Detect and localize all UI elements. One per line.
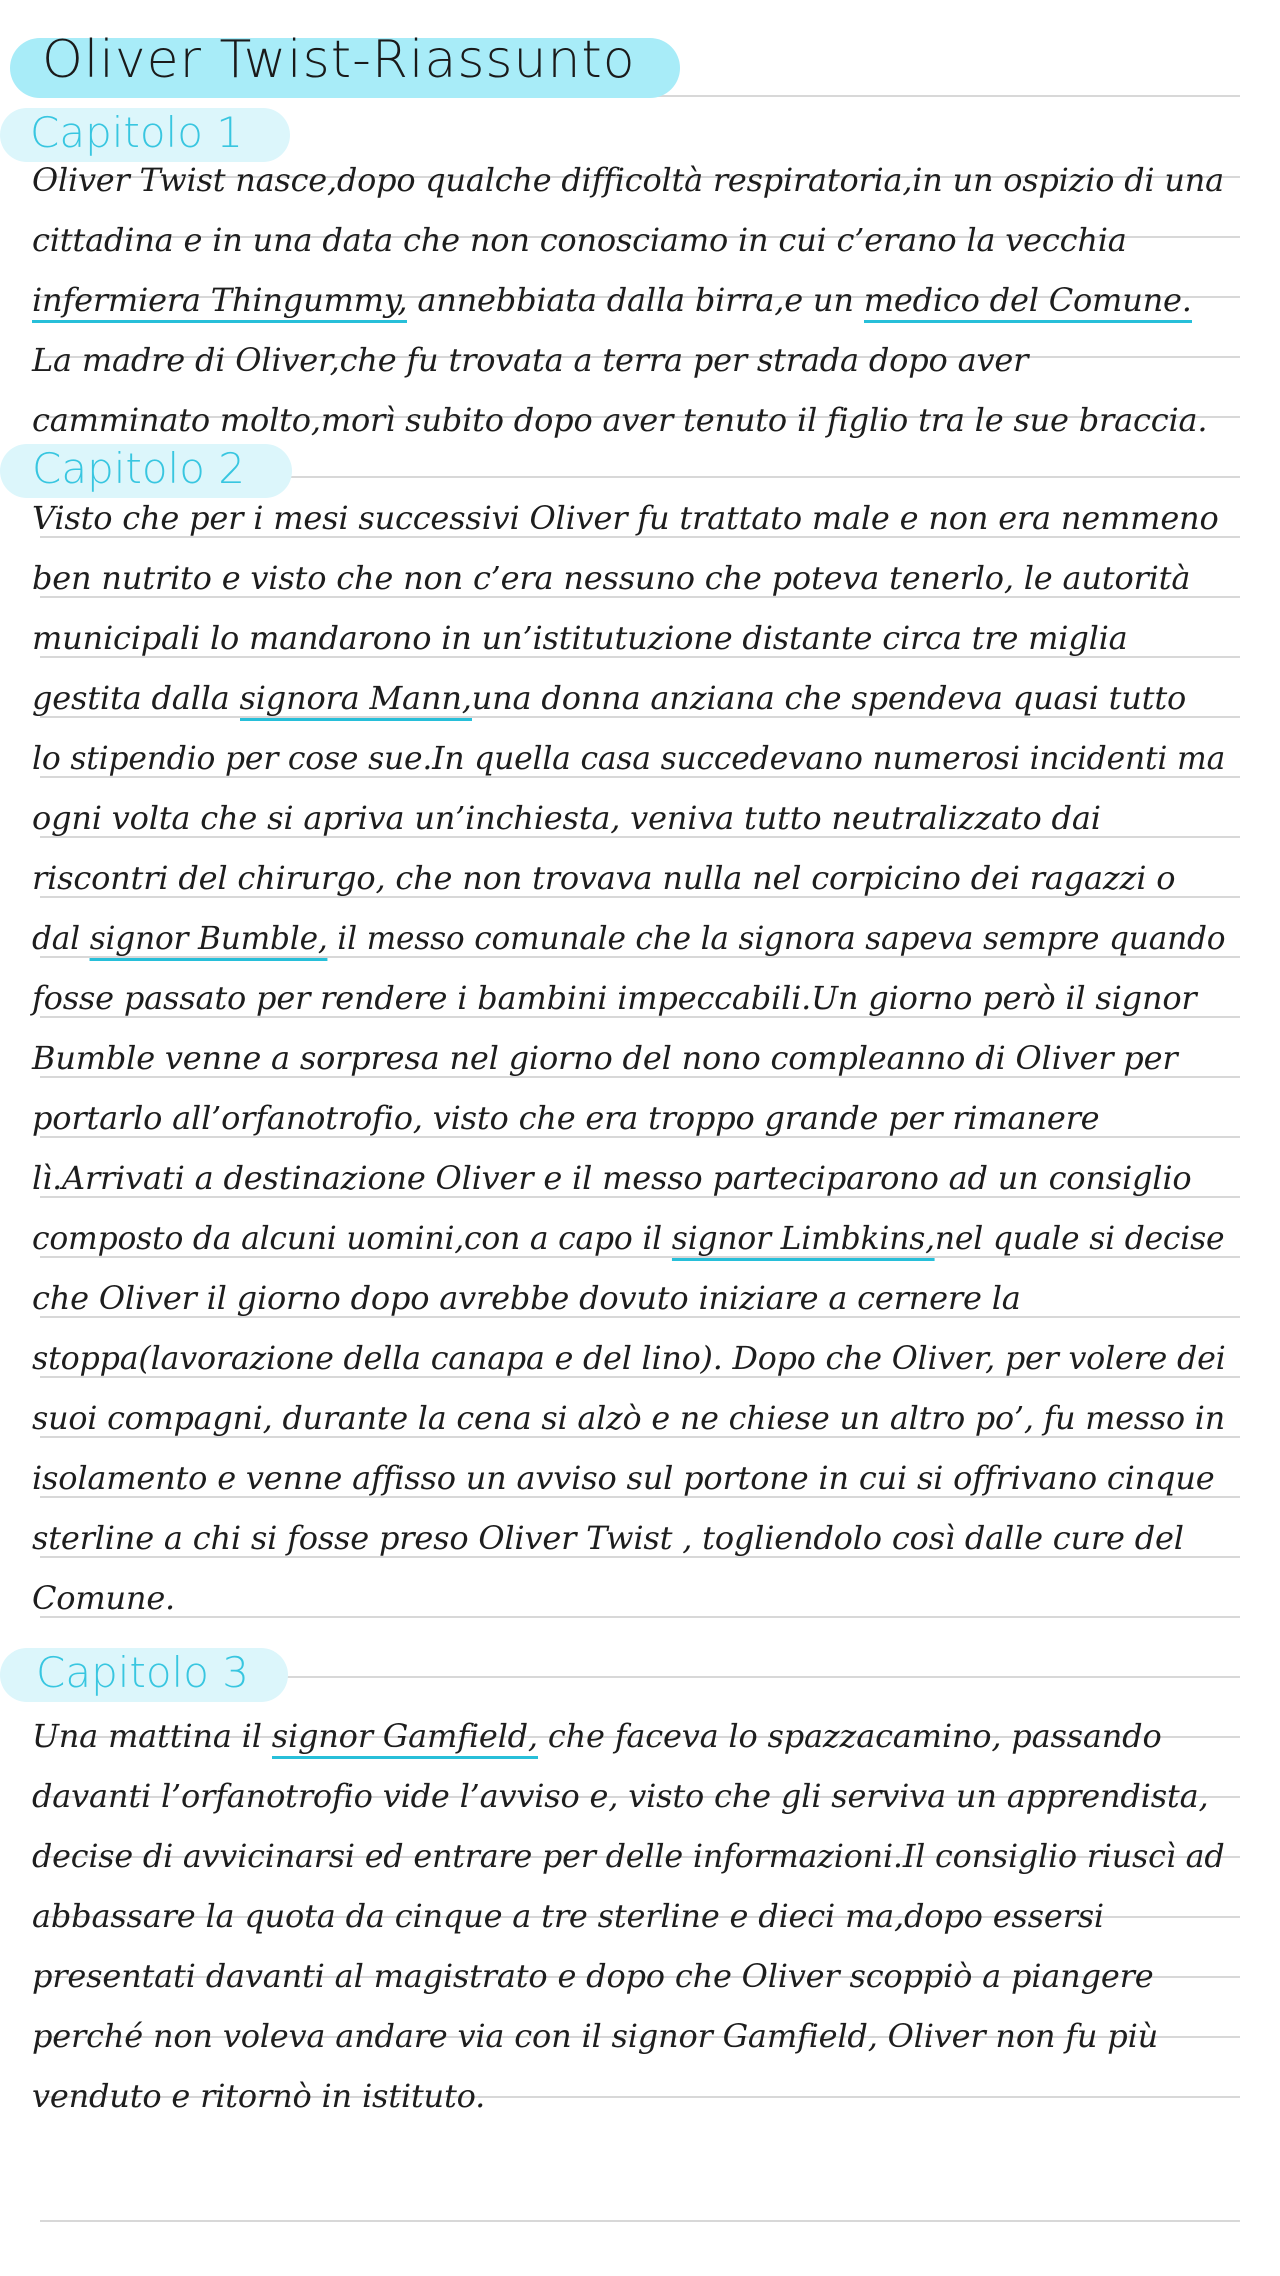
character-name-mann: signora Mann, [240, 679, 472, 721]
chapter-2-line: stoppa(lavorazione della canapa e del lino). Dopo che Oliver, per volere dei [32, 1339, 1226, 1377]
chapter-2-line: suoi compagni, durante la cena si alzò e ne chiese un altro po’, fu messo in [32, 1399, 1226, 1437]
chapter-2-line: che Oliver il giorno dopo avrebbe dovuto iniziare a cernere la [32, 1279, 1021, 1317]
chapter-1-line: La madre di Oliver,che fu trovata a terra per strada dopo aver [32, 341, 1029, 379]
ruled-line [40, 1616, 1240, 1618]
chapter-2-line: ogni volta che si apriva un’inchiesta, veniva tutto neutralizzato dai [32, 799, 1101, 837]
chapter-3-heading: Capitolo 3 [36, 1648, 249, 1697]
chapter-2-line: Visto che per i mesi successivi Oliver fu trattato male e non era nemmeno [32, 499, 1219, 537]
chapter-2-line: composto da alcuni uomini,con a capo il signor Limbkins,nel quale si decise [32, 1218, 1224, 1258]
chapter-2-line: lì.Arrivati a destinazione Oliver e il messo parteciparono ad un consiglio [32, 1159, 1192, 1197]
chapter-2-line: Comune. [32, 1579, 176, 1617]
character-name-medico: medico del Comune. [864, 281, 1192, 323]
chapter-3-line: abbassare la quota da cinque a tre sterline e dieci ma,dopo essersi [32, 1897, 1104, 1935]
chapter-3-line: Una mattina il signor Gamfield, che faceva lo spazzacamino, passando [32, 1716, 1162, 1756]
page-title: Oliver Twist-Riassunto [42, 30, 636, 90]
chapter-2-line: isolamento e venne affisso un avviso sul portone in cui si offrivano cinque [32, 1459, 1215, 1497]
chapter-2-line: lo stipendio per cose sue.In quella casa succedevano numerosi incidenti ma [32, 739, 1226, 777]
ruled-line [40, 2220, 1240, 2222]
chapter-3-line: davanti l’orfanotrofio vide l’avviso e, visto che gli serviva un apprendista, [32, 1777, 1209, 1815]
chapter-2-line: dal signor Bumble, il messo comunale che la signora sapeva sempre quando [32, 918, 1225, 958]
chapter-2-line: fosse passato per rendere i bambini impeccabili.Un giorno però il signor [32, 979, 1197, 1017]
character-name-bumble: signor Bumble, [90, 919, 328, 961]
chapter-2-line: sterline a chi si fosse preso Oliver Twist , togliendolo così dalle cure del [32, 1519, 1184, 1557]
character-name-thingummy: infermiera Thingummy, [32, 281, 407, 323]
chapter-3-line: venduto e ritornò in istituto. [32, 2077, 486, 2115]
chapter-2-line: municipali lo mandarono in un’istitutuzione distante circa tre miglia [32, 619, 1128, 657]
chapter-2-line: riscontri del chirurgo, che non trovava nulla nel corpicino dei ragazzi o [32, 859, 1176, 897]
chapter-1-line: Oliver Twist nasce,dopo qualche difficoltà respiratoria,in un ospizio di una [32, 161, 1224, 199]
chapter-2-line: gestita dalla signora Mann,una donna anziana che spendeva quasi tutto [32, 678, 1186, 718]
chapter-1-line: infermiera Thingummy, annebbiata dalla birra,e un medico del Comune. [32, 280, 1192, 320]
chapter-3-line: perché non voleva andare via con il signor Gamfield, Oliver non fu più [32, 2017, 1159, 2055]
character-name-gamfield: signor Gamfield, [272, 1717, 538, 1759]
chapter-2-line: Bumble venne a sorpresa nel giorno del nono compleanno di Oliver per [32, 1039, 1178, 1077]
chapter-1-heading: Capitolo 1 [30, 108, 243, 157]
character-name-limbkins: signor Limbkins, [672, 1219, 935, 1261]
chapter-3-line: presentati davanti al magistrato e dopo che Oliver scoppiò a piangere [32, 1957, 1154, 1995]
chapter-1-line: cittadina e in una data che non conosciamo in cui c’erano la vecchia [32, 221, 1127, 259]
chapter-1-line: camminato molto,morì subito dopo aver tenuto il figlio tra le sue braccia. [32, 401, 1208, 439]
chapter-2-heading: Capitolo 2 [32, 444, 245, 493]
chapter-3-line: decise di avvicinarsi ed entrare per delle informazioni.Il consiglio riuscì ad [32, 1837, 1225, 1875]
chapter-2-line: ben nutrito e visto che non c’era nessuno che poteva tenerlo, le autorità [32, 559, 1191, 597]
chapter-2-line: portarlo all’orfanotrofio, visto che era troppo grande per rimanere [32, 1099, 1100, 1137]
